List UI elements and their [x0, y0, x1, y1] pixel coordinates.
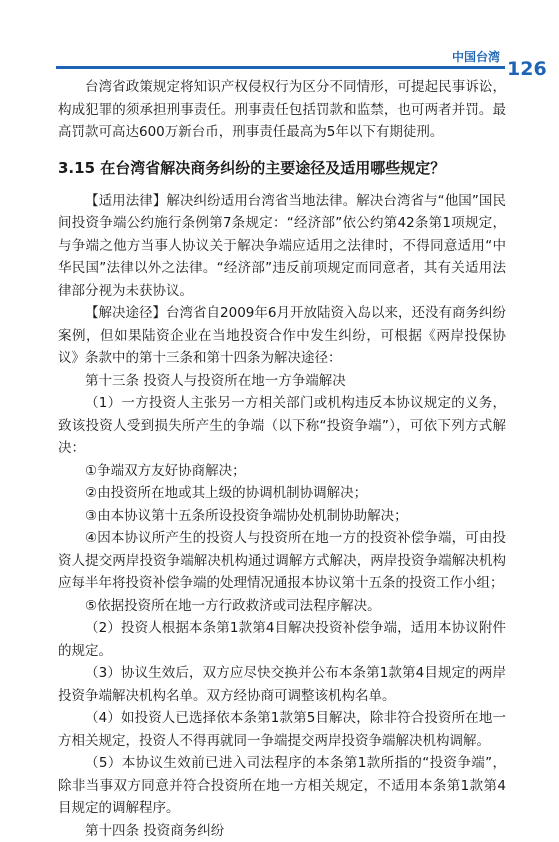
- page-number: 126: [507, 58, 547, 80]
- clause-2: （2）投资人根据本条第1款第4目解决投资补偿争端，适用本协议附件的规定。: [58, 617, 506, 662]
- method-4: ④因本协议所产生的投资人与投资所在地一方的投资补偿争端，可由投资人提交两岸投资争端解决机构通过调解方式解决，两岸投资争端解决机构应每半年将投资补偿争端的处理情况通报本协议第十五条的投资工作小组；: [58, 527, 506, 595]
- clause-3: （3）协议生效后，双方应尽快交换并公布本条第1款第4目规定的两岸投资争端解决机构名单。双方经协商可调整该机构名单。: [58, 662, 506, 707]
- section-title: 3.15 在台湾省解决商务纠纷的主要途径及适用哪些规定？: [58, 156, 506, 180]
- method-3: ③由本协议第十五条所设投资争端协处机制协助解决；: [58, 505, 506, 528]
- page-content: [58, 76, 506, 842]
- method-5: ⑤依据投资所在地一方行政救济或司法程序解决。: [58, 595, 506, 618]
- clause-5: （5）本协议生效前已进入司法程序的本条第1款所指的“投资争端”，除非当事双方同意并符合投资所在地一方相关规定，不适用本条第1款第4目规定的调解程序。: [58, 752, 506, 820]
- paragraph-resolution-path: 【解决途径】台湾省自2009年6月开放陆资入岛以来，还没有商务纠纷案例，但如果陆资企业在当地投资合作中发生纠纷，可根据《两岸投保协议》条款中的第十三条和第十四条为解决途径：: [58, 302, 506, 370]
- header-tag: 中国台湾: [452, 48, 500, 65]
- article-13-heading: 第十三条 投资人与投资所在地一方争端解决: [58, 370, 506, 393]
- intro-paragraph: 台湾省政策规定将知识产权侵权行为区分不同情形，可提起民事诉讼，构成犯罪的须承担刑事责任。刑事责任包括罚款和监禁，也可两者并罚。最高罚款可高达600万新台币，刑事责任最高为5年以下有期徒刑。: [58, 76, 506, 144]
- paragraph-applicable-law: 【适用法律】解决纠纷适用台湾省当地法律。解决台湾省与“他国”国民间投资争端公约施行条例第7条规定：“经济部”依公约第42条第1项规定，与争端之他方当事人协议关于解决争端应适用之法律时，不得同意适用“中华民国”法律以外之法律。“经济部”违反前项规定而同意者，其有关适用法律部分视为未获协议。: [58, 190, 506, 303]
- article-14-heading: 第十四条 投资商务纠纷: [58, 820, 506, 842]
- header-rule: [56, 66, 505, 69]
- clause-4: （4）如投资人已选择依本条第1款第5目解决，除非符合投资所在地一方相关规定，投资人不得再就同一争端提交两岸投资争端解决机构调解。: [58, 707, 506, 752]
- method-2: ②由投资所在地或其上级的协调机制协调解决；: [58, 482, 506, 505]
- clause-1: （1）一方投资人主张另一方相关部门或机构违反本协议规定的义务，致该投资人受到损失所产生的争端（以下称“投资争端”），可依下列方式解决：: [58, 392, 506, 460]
- method-1: ①争端双方友好协商解决；: [58, 460, 506, 483]
